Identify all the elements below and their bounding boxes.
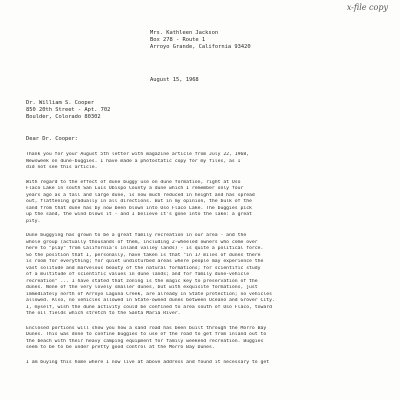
- recipient-address-line-2: Boulder, Colorado 80302: [26, 114, 101, 121]
- paragraph-line: pity.: [26, 218, 41, 224]
- letter-paragraph: [26, 180, 388, 226]
- paragraph-line: the oil fields which stretch to the Santa Maria River.: [26, 311, 181, 316]
- paragraph-line: of a multitude of scientific values in dune lands; and for family dune-vehicle: [26, 272, 250, 277]
- sender-address-line-2: Arroyo Grande, California 93420: [150, 44, 251, 51]
- paragraph-line: seem to be to be under pretty good control at the Morro Bay Dunes.: [26, 345, 215, 350]
- sender-name: Mrs. Kathleen Jackson: [150, 30, 219, 36]
- letter-paragraph: [26, 360, 388, 367]
- paragraph-line: So the position that I, personally, have taken is that "in 17 miles of dunes there: [26, 252, 261, 258]
- paragraph-line: whole group (actually thousands of them, including 2-wheeled owners who come over: [26, 239, 258, 245]
- paragraph-line: Flaco Lake in south San Luis Obispo County a dune which I remember only four: [26, 186, 244, 191]
- paragraph-line: allowed. Also, no vehicles allowed in State-owned dunes between Oceano and Grover City.: [26, 298, 275, 303]
- paragraph-line: is room for everything; for quiet undisturbed areas where people may experience the: [26, 259, 264, 264]
- letter-paragraph: [26, 152, 388, 172]
- letter-paragraph: [26, 233, 388, 318]
- paragraph-line: here to "play" from California's inland valley lands) - is quite a political force.: [26, 246, 264, 251]
- paragraph-line: out, flattening gradually in all directions. But in my opinion, the bulk of the: [26, 199, 252, 204]
- paragraph-line: did not see this article.: [26, 165, 98, 170]
- paragraph-line: immediately north of Arroyo Laguna Creek, are already in State protection; no vehicles: [26, 291, 272, 297]
- paragraph-line: Dune buggying has grown to be a great family recreation in our area - and the: [26, 233, 247, 238]
- paragraph-line: up the sand, the wind blows it - and I believe it's gone into the lake: a great: [26, 212, 252, 217]
- recipient-block: [26, 100, 110, 122]
- paragraph-line: sand from that dune has by now been blown into Oso Flaco Lake. The buggies pick: [26, 205, 252, 211]
- paragraph-line: vast solitude and marvelous beauty of the natural formations; for scientific study: [26, 265, 261, 271]
- paragraph-line: the beach with their heavy camping equipment for family weekend recreation. Buggies: [26, 338, 264, 344]
- paragraph-line: Enclosed portions will show you how a sand road has been built through the Morro Bay: [26, 325, 267, 331]
- paragraph-line: Thank you for your August 5th letter with magazine article from July 22, 1968,: [26, 152, 250, 157]
- letter-body: [26, 152, 388, 374]
- paragraph-line: recreation" ... I have stated that zoning is the magic key to preservation of the: [26, 278, 258, 284]
- recipient-name: Dr. William S. Cooper: [26, 100, 95, 106]
- letter-paragraph: [26, 326, 388, 352]
- handwritten-note: x-file copy: [346, 3, 388, 12]
- salutation: Dear Dr. Cooper:: [26, 136, 78, 142]
- paragraph-line: years ago as a tall and large dune, is now much reduced in height and has spread: [26, 192, 255, 198]
- sender-address-line-1: Box 278 - Route 1: [150, 37, 206, 44]
- sender-block: [150, 30, 251, 52]
- paragraph-line: I, myself, wish the dune activity could be confined to area south of Oso Flaco, toward: [26, 304, 272, 310]
- letter-date: August 15, 1968: [150, 77, 199, 83]
- paragraph-line: dunes. None of the very lovely smaller dunes, but with exquisite formations, just: [26, 285, 258, 290]
- paragraph-line: Dunes. This was done to confine buggies to use of the road to get from inland out to: [26, 332, 267, 337]
- recipient-address-line-1: 850 20th Street - Apt. 702: [26, 107, 111, 114]
- paragraph-line: With regard to the effect of dune buggy use on dune formation, right at Oso: [26, 179, 241, 185]
- paragraph-line: Newsweek on dune-buggies. I have made a photostatic copy for my files, as I: [26, 158, 241, 164]
- paragraph-line: I am buying this home where I now live at above address and found it necessary to get: [26, 359, 270, 365]
